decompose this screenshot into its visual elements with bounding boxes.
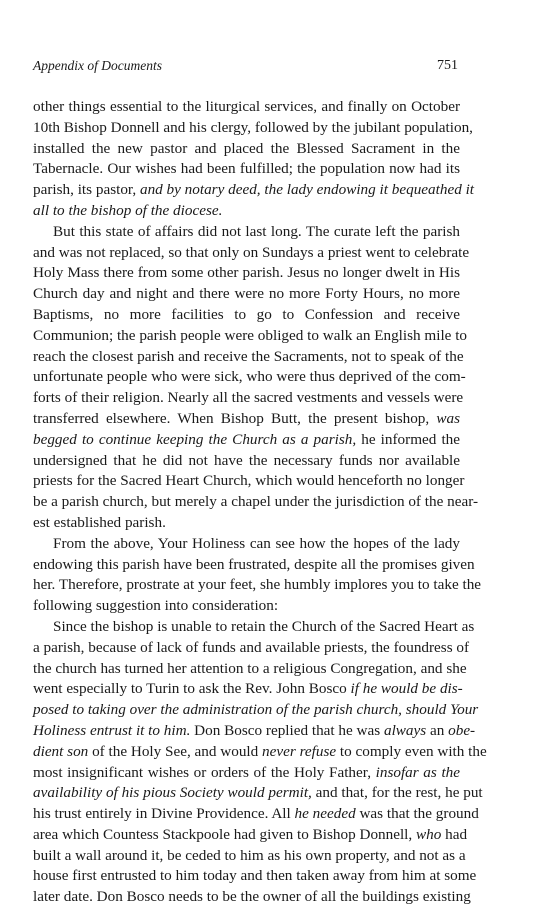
text-run: priests for the Sacred Heart Church, which would henceforth no longer (33, 472, 465, 490)
text-run: Since the bishop is unable to retain the Church of the Sacred Heart as (53, 617, 475, 635)
italic-text: Holiness entrust it to him. (33, 721, 191, 739)
text-run: went especially to Turin to ask the Rev. John Bosco (33, 680, 351, 698)
text-run: unfortunate people who were sick, who were thus deprived of the com- (33, 368, 466, 386)
text-run: But this state of affairs did not last long. The curate left the parish (53, 222, 460, 240)
running-head: Appendix of Documents (33, 58, 162, 73)
text-run: to comply even with the (336, 742, 487, 760)
italic-text: and by notary deed, the lady endowing it bequeathed it (139, 181, 475, 199)
text-run: From the above, Your Holiness can see how the hopes of the lady (53, 534, 460, 552)
italic-text: never refuse (262, 742, 337, 760)
text-run: transferred elsewhere. When Bishop Butt, the present bishop, (33, 409, 437, 427)
text-line (33, 679, 463, 700)
text-run: an (426, 721, 449, 739)
text-run: 10th Bishop Donnell and his clergy, followed by the jubilant population, (33, 118, 473, 136)
text-line (33, 638, 470, 659)
page-header (33, 58, 458, 76)
text-line (33, 118, 473, 139)
text-line (33, 742, 487, 763)
text-line (33, 222, 460, 243)
text-line (33, 721, 476, 742)
text-line (33, 180, 475, 201)
text-run: endowing this parish have been frustrated, despite all the promises given (33, 555, 475, 573)
text-line (33, 887, 471, 908)
text-run: Don Bosco replied that he was (190, 721, 384, 739)
italic-text: posed to taking over the administration of the parish church, should Your (33, 701, 479, 719)
text-run: Tabernacle. Our wishes had been fulfilled; the population now had its (33, 160, 460, 178)
body-text (33, 97, 487, 908)
text-line (33, 471, 465, 492)
text-line (33, 159, 460, 180)
text-run: was that the ground (355, 805, 479, 823)
text-run: est established parish. (33, 513, 166, 531)
text-run: Communion; the parish people were obliged to walk an English mile to (33, 326, 468, 344)
text-line (33, 846, 466, 867)
text-run: area which Countess Stackpoole had given to Bishop Donnell, (33, 825, 416, 843)
text-line (33, 347, 464, 368)
text-line (33, 305, 460, 326)
text-run: other things essential to the liturgical services, and finally on October (33, 98, 460, 115)
italic-text: was (436, 409, 460, 427)
text-line (33, 326, 468, 347)
italic-text: begged to continue keeping the Church as a parish, (33, 430, 357, 448)
text-run: and was not replaced, so that only on Sundays a priest went to celebrate (33, 243, 470, 261)
text-run: his trust entirely in Divine Providence. All (33, 805, 295, 823)
page-number: 751 (437, 58, 458, 73)
text-line (33, 451, 460, 472)
text-line (33, 367, 466, 388)
italic-text: if he would be dis- (350, 680, 463, 698)
text-run: Baptisms, no more facilities to go to Confession and receive (33, 305, 460, 323)
text-run: house first entrusted to him today and then taken away from him at some (33, 867, 477, 885)
text-line (33, 617, 475, 638)
text-line (33, 763, 460, 784)
text-line (33, 263, 460, 284)
italic-text: insofar as the (375, 763, 460, 781)
text-line (33, 409, 460, 430)
text-run: Church day and night and there were no more Forty Hours, no more (33, 285, 460, 303)
text-line (33, 575, 482, 596)
text-line (33, 783, 483, 804)
text-line (33, 430, 460, 451)
text-run: later date. Don Bosco needs to be the owner of all the buildings existing (33, 888, 471, 906)
text-line (33, 201, 460, 222)
text-run: had (441, 825, 468, 843)
text-run: built a wall around it, be ceded to him as his own property, and not as a (33, 846, 466, 864)
text-line (33, 97, 460, 118)
italic-text: availability of his pious Society would permit, (33, 784, 312, 802)
text-line (33, 659, 467, 680)
text-line (33, 388, 464, 409)
text-line (33, 866, 477, 887)
text-line (33, 492, 479, 513)
text-line (33, 513, 460, 534)
text-run: and that, for the rest, he put (311, 784, 483, 802)
text-line (33, 284, 460, 305)
text-run: the church has turned her attention to a religious Congregation, and she (33, 659, 467, 677)
text-run: a parish, because of lack of funds and available priests, the foundress of (33, 638, 470, 656)
text-run: her. Therefore, prostrate at your feet, she humbly implores you to take the (33, 576, 482, 594)
text-line (33, 555, 475, 576)
text-line (33, 596, 460, 617)
text-run: he informed the (356, 430, 460, 448)
text-line (33, 139, 460, 160)
text-run: following suggestion into consideration: (33, 597, 279, 615)
italic-text: who (416, 825, 442, 843)
text-line (33, 804, 479, 825)
text-line (33, 243, 470, 264)
text-run: parish, its pastor, (33, 181, 140, 199)
text-run: reach the closest parish and receive the Sacraments, not to speak of the (33, 347, 464, 365)
italic-text: always (383, 721, 427, 739)
text-run: Holy Mass there from some other parish. Jesus no longer dwelt in His (33, 264, 460, 282)
text-run: of the Holy See, and would (88, 742, 263, 760)
text-run: forts of their religion. Nearly all the sacred vestments and vessels were (33, 389, 464, 407)
italic-text: he needed (294, 805, 356, 823)
italic-text: all to the bishop of the diocese. (33, 201, 223, 219)
text-line (33, 700, 479, 721)
text-line (33, 825, 468, 846)
italic-text: obe- (448, 721, 476, 739)
text-run: undersigned that he did not have the necessary funds nor available (33, 451, 460, 469)
text-run: be a parish church, but merely a chapel under the jurisdiction of the near- (33, 493, 479, 511)
text-run: most insignificant wishes or orders of the Holy Father, (33, 763, 376, 781)
italic-text: dient son (33, 742, 89, 760)
text-line (33, 534, 460, 555)
text-run: installed the new pastor and placed the Blessed Sacrament in the (33, 139, 460, 157)
